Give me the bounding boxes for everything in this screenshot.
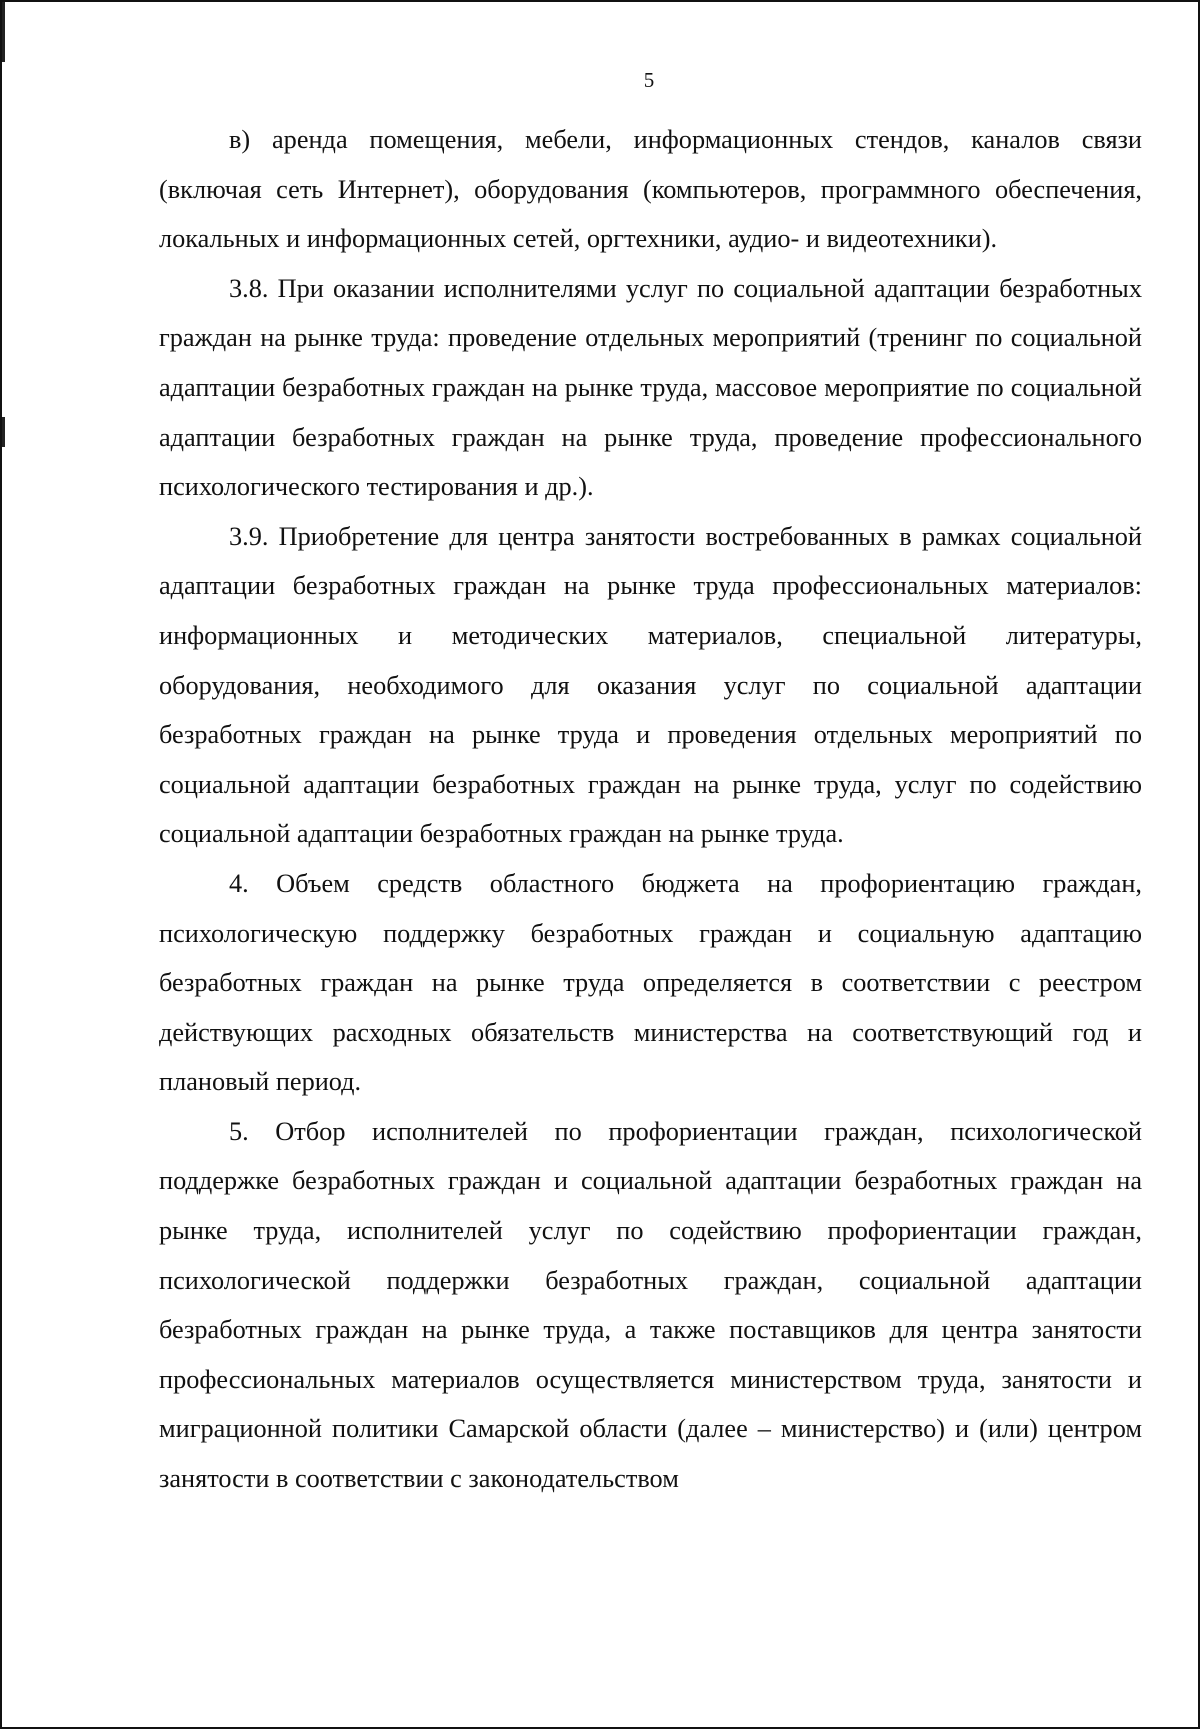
page-number: 5 [643,68,655,92]
paragraph-lease: в) аренда помещения, мебели, информационных стендов, каналов связи (включая сеть Интернет), оборудования (компьютеров, программного обеспечения, локальных и информационных сетей, оргтехники, аудио- и видеотехники). [159,125,1142,254]
paragraph-3-8: 3.8. При оказании исполнителями услуг по социальной адаптации безработных граждан на рынке труда: проведение отдельных мероприятий (тренинг по социальной адаптации безработных граждан на рынке труда, массовое мероприятие по социальной адаптации безработных граждан на рынке труда, проведение профессионального психологического тестирования и др.). [159,273,1142,502]
paragraph-5: 5. Отбор исполнителей по профориентации граждан, психологической поддержке безработных граждан и социальной адаптации безработных граждан на рынке труда, исполнителей услуг по содействию профориентации граждан, психологической поддержки безработных граждан, социальной адаптации безработных граждан на рынке труда, а также поставщиков для центра занятости профессиональных материалов осуществляется министерством труда, занятости и миграционной политики Самарской области (далее – министерство) и (или) центром занятости в соответствии с законодательством [159,1116,1142,1494]
paragraph-4: 4. Объем средств областного бюджета на профориентацию граждан, психологическую поддержку безработных граждан и социальную адаптацию безработных граждан на рынке труда определяется в соответствии с реестром действующих расходных обязательств министерства на соответствующий год и плановый период. [159,868,1142,1097]
document-body [159,115,1142,1504]
scan-edge-mark [2,2,5,62]
scan-edge-mark [2,417,5,447]
paragraph-3-9: 3.9. Приобретение для центра занятости востребованных в рамках социальной адаптации безработных граждан на рынке труда профессиональных материалов: информационных и методических материалов, специальной литературы, оборудования, необходимого для оказания услуг по социальной адаптации безработных граждан на рынке труда и проведения отдельных мероприятий по социальной адаптации безработных граждан на рынке труда, услуг по содействию социальной адаптации безработных граждан на рынке труда. [159,521,1142,849]
